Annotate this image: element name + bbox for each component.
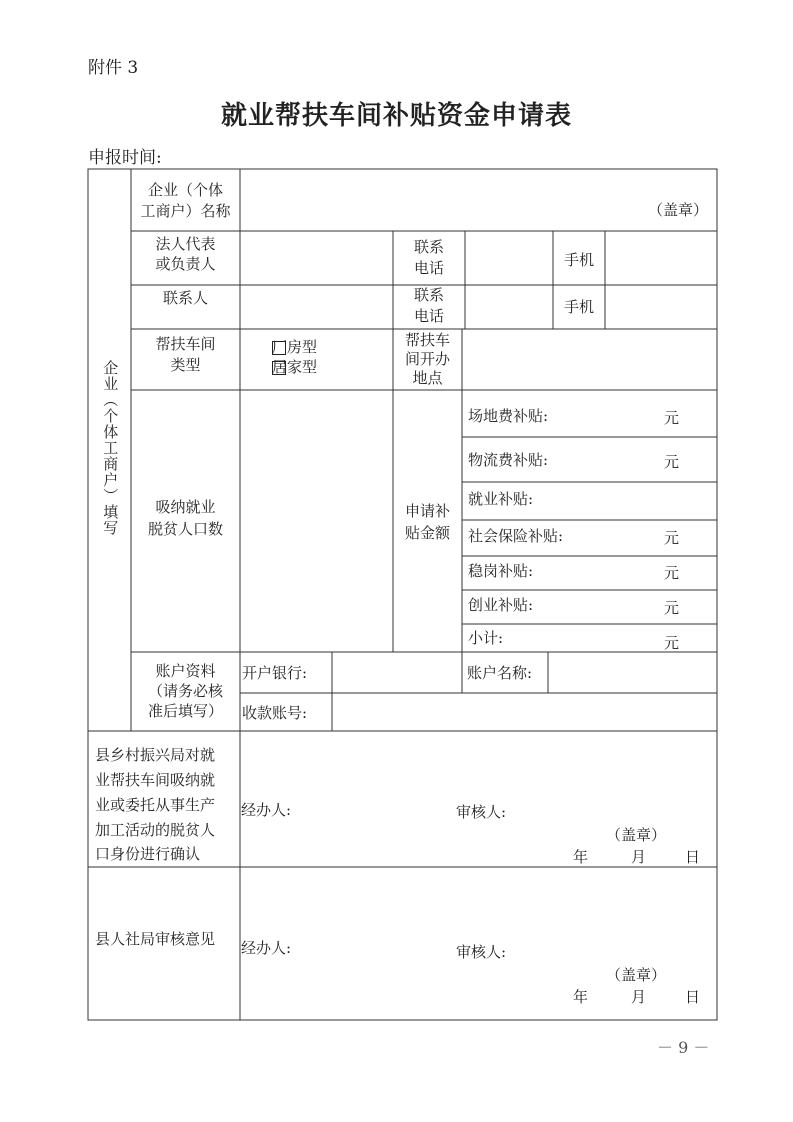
factory-type-checkbox[interactable]	[272, 341, 286, 355]
account-name-label: 账户名称:	[467, 664, 533, 682]
subsidy-label-line1: 申请补	[404, 502, 450, 520]
absorb-label-line2: 脱贫人口数	[147, 520, 223, 538]
legal-rep-phone-line2: 电话	[413, 259, 444, 277]
hr-handler-label: 经办人:	[241, 939, 292, 957]
hr-stamp-label: （盖章）	[606, 966, 667, 984]
account-label-line1: 账户资料	[155, 662, 216, 680]
hr-day-label: 日	[685, 988, 701, 1006]
page-number: － 9 －	[657, 1038, 710, 1057]
account-number-label: 收款账号:	[242, 704, 308, 722]
company-stamp-label: （盖章）	[648, 201, 709, 219]
subsidy-item-name: 就业补贴:	[468, 490, 534, 508]
account-label-line3: 准后填写）	[147, 702, 223, 720]
subsidy-item-name: 小计:	[468, 629, 504, 647]
home-type-option[interactable]	[272, 360, 317, 375]
legal-rep-label-line1: 法人代表	[155, 235, 216, 253]
subsidy-item-unit: 元	[664, 564, 680, 582]
attachment-label: 附件 3	[88, 58, 139, 78]
rural-bureau-label-line: 业或委托从事生产	[95, 796, 216, 814]
report-time-label: 申报时间:	[88, 148, 162, 168]
hr-reviewer-label: 审核人:	[456, 943, 507, 961]
subsidy-item-unit: 元	[664, 453, 680, 471]
legal-rep-mobile-label: 手机	[563, 251, 594, 269]
company-name-label-line2: 工商户）名称	[140, 202, 231, 220]
subsidy-item-unit: 元	[664, 529, 680, 547]
rural-bureau-label-line: 业帮扶车间吸纳就	[95, 771, 216, 789]
subsidy-item-unit: 元	[664, 634, 680, 652]
rural-bureau-label-line: 口身份进行确认	[95, 845, 201, 863]
rural-year-label: 年	[573, 848, 589, 866]
subsidy-item-name: 场地费补贴:	[468, 407, 549, 425]
workshop-location-line1: 帮扶车	[404, 331, 450, 349]
workshop-type-label-line2: 类型	[170, 356, 201, 374]
subsidy-label-line2: 贴金额	[404, 524, 450, 542]
enterprise-side-label: 企业（个体工商户）填写	[101, 360, 120, 536]
workshop-type-label-line1: 帮扶车间	[155, 335, 216, 353]
subsidy-item-unit: 元	[664, 599, 680, 617]
subsidy-item-name: 创业补贴:	[468, 596, 534, 614]
rural-bureau-label-line: 加工活动的脱贫人	[95, 821, 216, 839]
contact-phone-line1: 联系	[413, 286, 444, 304]
absorb-label-line1: 吸纳就业	[155, 498, 216, 516]
rural-bureau-label-line: 县乡村振兴局对就	[95, 746, 216, 764]
rural-handler-label: 经办人:	[241, 801, 292, 819]
workshop-location-line2: 间开办	[404, 350, 450, 368]
hr-bureau-label: 县人社局审核意见	[95, 930, 216, 948]
legal-rep-label-line2: 或负责人	[155, 255, 216, 273]
home-type-checkbox[interactable]	[272, 361, 286, 375]
page-title: 就业帮扶车间补贴资金申请表	[220, 101, 572, 131]
rural-stamp-label: （盖章）	[606, 826, 667, 844]
account-label-line2: （请务必核	[147, 682, 223, 700]
contact-phone-line2: 电话	[413, 307, 444, 325]
workshop-location-line3: 地点	[412, 369, 443, 387]
rural-month-label: 月	[631, 848, 647, 866]
hr-year-label: 年	[573, 988, 589, 1006]
subsidy-item-name: 稳岗补贴:	[468, 562, 534, 580]
rural-reviewer-label: 审核人:	[456, 803, 507, 821]
bank-label: 开户银行:	[242, 664, 308, 682]
subsidy-item-name: 社会保险补贴:	[468, 527, 564, 545]
home-type-label: 居家型	[272, 358, 318, 376]
subsidy-item-name: 物流费补贴:	[468, 451, 549, 469]
factory-type-option[interactable]	[272, 340, 317, 355]
contact-mobile-label: 手机	[563, 298, 594, 316]
subsidy-item-unit: 元	[664, 409, 680, 427]
legal-rep-phone-line1: 联系	[413, 238, 444, 256]
hr-month-label: 月	[631, 988, 647, 1006]
rural-day-label: 日	[685, 848, 701, 866]
company-name-label-line1: 企业（个体	[147, 181, 223, 199]
contact-label: 联系人	[162, 289, 208, 307]
factory-type-label: 厂房型	[272, 338, 318, 356]
